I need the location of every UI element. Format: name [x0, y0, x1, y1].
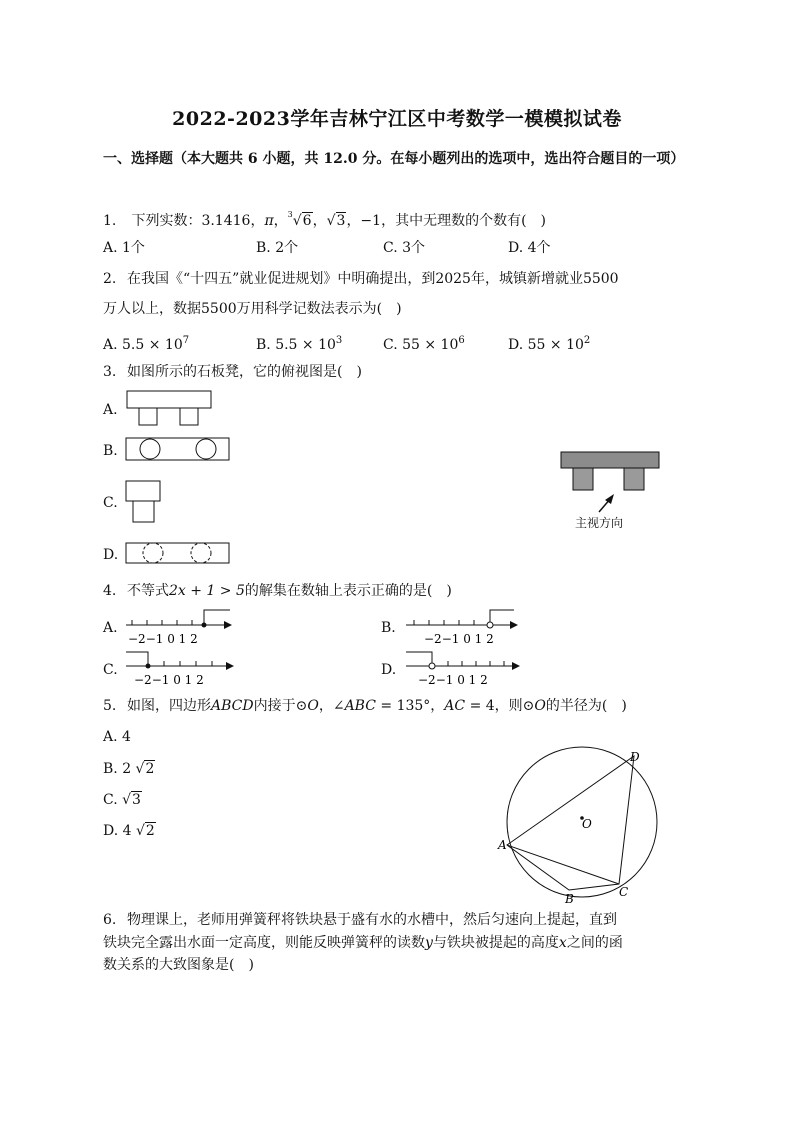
question-text: 如图所示的石板凳，它的俯视图是( ): [127, 364, 362, 380]
q3-option-d-figure[interactable]: [125, 542, 233, 566]
axis-labels: −2−1 0 1 2: [128, 632, 198, 646]
q3-option-d-label[interactable]: D.: [103, 547, 119, 563]
question-text: 不等式: [127, 583, 169, 599]
q4-option-d-numberline[interactable]: [404, 648, 526, 688]
question-text-line1: 物理课上，老师用弹簧秤将铁块悬于盛有水的水槽中，然后匀速向上提起，直到: [127, 912, 617, 928]
point-c: C: [619, 885, 629, 899]
q2-option-a[interactable]: A. $5.5 \times 10^7$: [103, 335, 190, 353]
inequality: 2x + 1 > 5: [169, 583, 245, 599]
question-number: 4.: [103, 583, 117, 599]
q5-option-b[interactable]: B. 2 √2: [103, 761, 155, 777]
question-3: [103, 362, 362, 382]
axis-labels: −2−1 0 1 2: [134, 673, 204, 687]
question-1: 1. 下列实数：3.1416，π，$^3$√6，√3，−1，其中无理数的个数有( ): [103, 210, 546, 229]
question-2-line2: 万人以上，数据5500万用科学记数法表示为( ): [103, 301, 402, 317]
page-title: 2022-2023学年吉林宁江区中考数学一模模拟试卷: [172, 108, 622, 130]
q4-option-c-label[interactable]: C.: [103, 662, 118, 678]
question-4: [103, 581, 452, 601]
question-text-tail: ，−1，其中无理数的个数有( ): [346, 213, 546, 229]
point-b: B: [565, 892, 574, 905]
q1-option-c[interactable]: C. 3个: [383, 240, 426, 256]
question-5: 5. 如图，四边形ABCD内接于⊙O，∠ABC = 135°，AC = 4，则⊙O的半径为( ): [103, 698, 627, 714]
q4-option-c-numberline[interactable]: [124, 648, 240, 688]
q3-option-c-label[interactable]: C.: [103, 495, 118, 511]
question-6-line2: 铁块完全露出水面一定高度，则能反映弹簧秤的读数y与铁块被提起的高度x之间的函: [103, 935, 623, 951]
question-number: 3.: [103, 364, 117, 380]
q5-option-c[interactable]: C. √3: [103, 792, 141, 808]
q4-option-a-label[interactable]: A.: [103, 620, 118, 636]
question-number: 5.: [103, 698, 117, 714]
q4-option-d-label[interactable]: D.: [381, 662, 397, 678]
q4-option-b-numberline[interactable]: [404, 606, 522, 646]
cube-root: $^3$√6: [287, 210, 312, 229]
q3-option-b-label[interactable]: B.: [103, 443, 118, 459]
point-a: A: [498, 838, 507, 852]
q3-option-c-figure[interactable]: [125, 480, 165, 526]
q2-option-b[interactable]: B. $5.5 \times 10^3$: [256, 335, 343, 353]
question-6-line3: 数关系的大致图象是( ): [103, 957, 254, 973]
question-text-line1: 在我国《“十四五”就业促进规划》中明确提出，到2025年，城镇新增就业5500: [127, 271, 619, 287]
inscribed-quadrilateral-figure: [490, 745, 670, 905]
axis-labels: −2−1 0 1 2: [424, 632, 494, 646]
point-o: O: [582, 817, 592, 831]
square-root: √3: [326, 213, 346, 229]
q5-option-d[interactable]: D. 4 √2: [103, 823, 155, 839]
axis-labels: −2−1 0 1 2: [418, 673, 488, 687]
q1-option-b[interactable]: B. 2个: [256, 240, 299, 256]
question-6: [103, 910, 617, 930]
q3-option-a-figure[interactable]: [125, 390, 215, 428]
question-text-tail: 的解集在数轴上表示正确的是( ): [244, 583, 452, 599]
question-number: 2.: [103, 271, 117, 287]
question-2: [103, 269, 619, 289]
q1-option-a[interactable]: A. 1个: [103, 240, 145, 256]
q4-option-b-label[interactable]: B.: [381, 620, 396, 636]
q5-option-a[interactable]: A. 4: [103, 729, 131, 745]
section-heading: 一、选择题（本大题共 6 小题，共 12.0 分。在每小题列出的选项中，选出符合题目的一项）: [103, 151, 685, 167]
q2-option-d[interactable]: D. $55 \times 10^2$: [508, 335, 591, 353]
q1-option-d[interactable]: D. 4个: [508, 240, 551, 256]
q3-option-b-figure[interactable]: [125, 437, 233, 463]
question-number: 1.: [103, 213, 117, 229]
question-text: 下列实数：3.1416，: [131, 213, 265, 229]
q2-option-c[interactable]: C. $55 \times 10^6$: [383, 335, 465, 353]
q4-option-a-numberline[interactable]: [124, 606, 236, 646]
q3-option-a-label[interactable]: A.: [103, 402, 118, 418]
pi-symbol: π: [264, 213, 274, 229]
question-number: 6.: [103, 912, 117, 928]
point-d: D: [630, 750, 640, 764]
figure-caption: 主视方向: [575, 516, 624, 530]
